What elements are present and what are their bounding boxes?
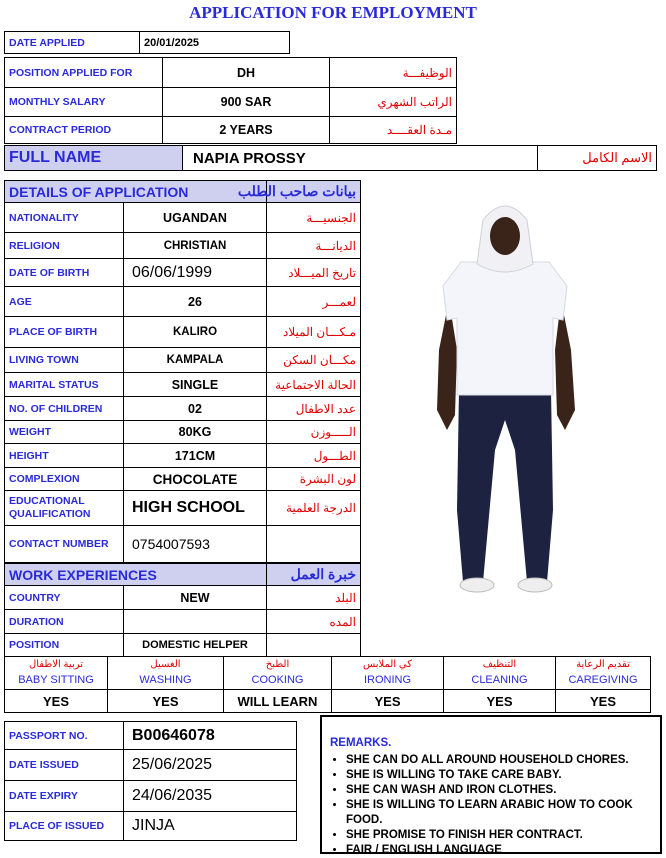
passport-row (5, 812, 297, 841)
passport-no-label: PASSPORT NO. (5, 722, 124, 750)
duration-label: DURATION (5, 610, 124, 634)
work-row (5, 634, 361, 657)
height-label: HEIGHT (5, 444, 124, 468)
full-name-table (4, 145, 657, 171)
skill-babysitting-label: BABY SITTING (5, 672, 108, 690)
passport-table (4, 721, 297, 841)
detail-row (5, 444, 361, 468)
children-label: NO. OF CHILDREN (5, 397, 124, 421)
detail-row (5, 421, 361, 444)
details-header-label-ar: بيانات صاحب الطلب (267, 181, 361, 203)
marital-status-label: MARITAL STATUS (5, 373, 124, 397)
skill-ironing-value: YES (332, 690, 444, 713)
full-name-label: FULL NAME (5, 146, 183, 171)
date-expiry-label: DATE EXPIRY (5, 781, 124, 812)
skill-cleaning-label: CLEANING (444, 672, 556, 690)
skill-ironing-label: IRONING (332, 672, 444, 690)
contract-value: 2 YEARS (163, 117, 330, 144)
position-label-ar: الوظيفـــة (330, 58, 457, 88)
weight-label: WEIGHT (5, 421, 124, 444)
living-town-label-ar: مكـــان السكن (267, 348, 361, 373)
detail-row (5, 468, 361, 491)
skills-table (4, 656, 651, 713)
skill-babysitting-ar: تربية الاطفال (5, 657, 108, 672)
position-row (5, 58, 457, 88)
dob-label-ar: تاريخ الميـــلاد (267, 259, 361, 287)
skill-caregiving-value: YES (556, 690, 651, 713)
remarks-title: REMARKS. (330, 737, 392, 749)
skill-cooking-label: COOKING (224, 672, 332, 690)
education-label: EDUCATIONAL QUALIFICATION (5, 491, 124, 526)
work-header (5, 564, 361, 586)
detail-row (5, 259, 361, 287)
education-value: HIGH SCHOOL (124, 491, 267, 526)
complexion-label: COMPLEXION (5, 468, 124, 491)
nationality-label-ar: الجنسيـــة (267, 203, 361, 233)
contract-label: CONTRACT PERIOD (5, 117, 163, 144)
nationality-value: UGANDAN (124, 203, 267, 233)
age-label-ar: لعمـــر (267, 287, 361, 317)
position-table (4, 57, 457, 144)
passport-row (5, 750, 297, 781)
salary-row (5, 88, 457, 117)
contact-number-value: 0754007593 (124, 526, 267, 563)
weight-value: 80KG (124, 421, 267, 444)
birthplace-value: KALIRO (124, 317, 267, 348)
date-applied-table (4, 31, 290, 54)
detail-row (5, 203, 361, 233)
religion-value: CHRISTIAN (124, 233, 267, 259)
salary-label: MONTHLY SALARY (5, 88, 163, 117)
detail-row (5, 526, 361, 563)
country-value: NEW (124, 586, 267, 610)
details-table (4, 180, 361, 563)
work-row (5, 586, 361, 610)
dob-value: 06/06/1999 (124, 259, 267, 287)
country-label: COUNTRY (5, 586, 124, 610)
age-value: 26 (124, 287, 267, 317)
duration-label-ar: المده (267, 610, 361, 634)
complexion-value: CHOCOLATE (124, 468, 267, 491)
applicant-photo (425, 190, 585, 600)
religion-label: RELIGION (5, 233, 124, 259)
position-value: DH (163, 58, 330, 88)
work-position-label: POSITION (5, 634, 124, 657)
skill-caregiving-ar: تقديم الرعاية (556, 657, 651, 672)
work-row (5, 610, 361, 634)
full-name-label-ar: الاسم الكامل (538, 146, 657, 171)
duration-value (124, 610, 267, 634)
detail-row (5, 317, 361, 348)
remarks-item: • SHE IS WILLING TO LEARN ARABIC HOW TO COOK FOOD. (346, 798, 654, 828)
place-issued-label: PLACE OF ISSUED (5, 812, 124, 841)
height-value: 171CM (124, 444, 267, 468)
work-header-label: WORK EXPERIENCES (5, 564, 267, 586)
children-label-ar: عدد الاطفال (267, 397, 361, 421)
passport-no-value: B00646078 (124, 722, 297, 750)
remarks-box (320, 715, 662, 854)
nationality-label: NATIONALITY (5, 203, 124, 233)
skill-cooking-value: WILL LEARN (224, 690, 332, 713)
religion-label-ar: الديانـــة (267, 233, 361, 259)
detail-row (5, 287, 361, 317)
remarks-item: • SHE IS WILLING TO TAKE CARE BABY. (346, 768, 654, 783)
birthplace-label-ar: مـكـــان الميلاد (267, 317, 361, 348)
detail-row (5, 397, 361, 421)
contact-number-label: CONTACT NUMBER (5, 526, 124, 563)
details-header-label: DETAILS OF APPLICATION (5, 181, 267, 203)
country-label-ar: البلد (267, 586, 361, 610)
detail-row (5, 348, 361, 373)
skill-washing-label: WASHING (108, 672, 224, 690)
place-issued-value: JINJA (124, 812, 297, 841)
detail-row (5, 491, 361, 526)
person-photo-icon (425, 190, 585, 600)
weight-label-ar: الـــــوزن (267, 421, 361, 444)
detail-row (5, 373, 361, 397)
birthplace-label: PLACE OF BIRTH (5, 317, 124, 348)
date-applied-value: 20/01/2025 (140, 32, 290, 54)
page-title: APPLICATION FOR EMPLOYMENT (189, 3, 477, 22)
skill-ironing-ar: كي الملابس (332, 657, 444, 672)
passport-row (5, 722, 297, 750)
complexion-label-ar: لون البشرة (267, 468, 361, 491)
remarks-item: • SHE PROMISE TO FINISH HER CONTRACT. (346, 828, 654, 843)
work-position-label-ar (267, 634, 361, 657)
children-value: 02 (124, 397, 267, 421)
date-applied-label: DATE APPLIED (5, 32, 140, 54)
dob-label: DATE OF BIRTH (5, 259, 124, 287)
contract-label-ar: مـدة العقــــد (330, 117, 457, 144)
work-position-value: DOMESTIC HELPER (124, 634, 267, 657)
salary-value: 900 SAR (163, 88, 330, 117)
living-town-value: KAMPALA (124, 348, 267, 373)
living-town-label: LIVING TOWN (5, 348, 124, 373)
education-label-ar: الدرجة العلمية (267, 491, 361, 526)
date-expiry-value: 24/06/2035 (124, 781, 297, 812)
remarks-list (330, 753, 654, 858)
details-header (5, 181, 361, 203)
work-header-label-ar: خبرة العمل (267, 564, 361, 586)
age-label: AGE (5, 287, 124, 317)
detail-row (5, 233, 361, 259)
skill-cleaning-ar: التنظيف (444, 657, 556, 672)
remarks-item: • FAIR / ENGLISH LANGUAGE (346, 843, 654, 858)
date-issued-label: DATE ISSUED (5, 750, 124, 781)
skill-caregiving-label: CAREGIVING (556, 672, 651, 690)
skill-cooking-ar: الطبخ (224, 657, 332, 672)
marital-status-label-ar: الحالة الاجتماعية (267, 373, 361, 397)
skill-washing-ar: الغسيل (108, 657, 224, 672)
remarks-item: • SHE CAN WASH AND IRON CLOTHES. (346, 783, 654, 798)
contact-number-label-ar (267, 526, 361, 563)
passport-row (5, 781, 297, 812)
full-name-value: NAPIA PROSSY (183, 146, 538, 171)
contract-row (5, 117, 457, 144)
skill-cleaning-value: YES (444, 690, 556, 713)
remarks-item: • SHE CAN DO ALL AROUND HOUSEHOLD CHORES. (346, 753, 654, 768)
skill-babysitting-value: YES (5, 690, 108, 713)
work-table (4, 563, 361, 657)
skill-washing-value: YES (108, 690, 224, 713)
marital-status-value: SINGLE (124, 373, 267, 397)
position-label: POSITION APPLIED FOR (5, 58, 163, 88)
height-label-ar: الطـــول (267, 444, 361, 468)
date-issued-value: 25/06/2025 (124, 750, 297, 781)
salary-label-ar: الراتب الشهري (330, 88, 457, 117)
